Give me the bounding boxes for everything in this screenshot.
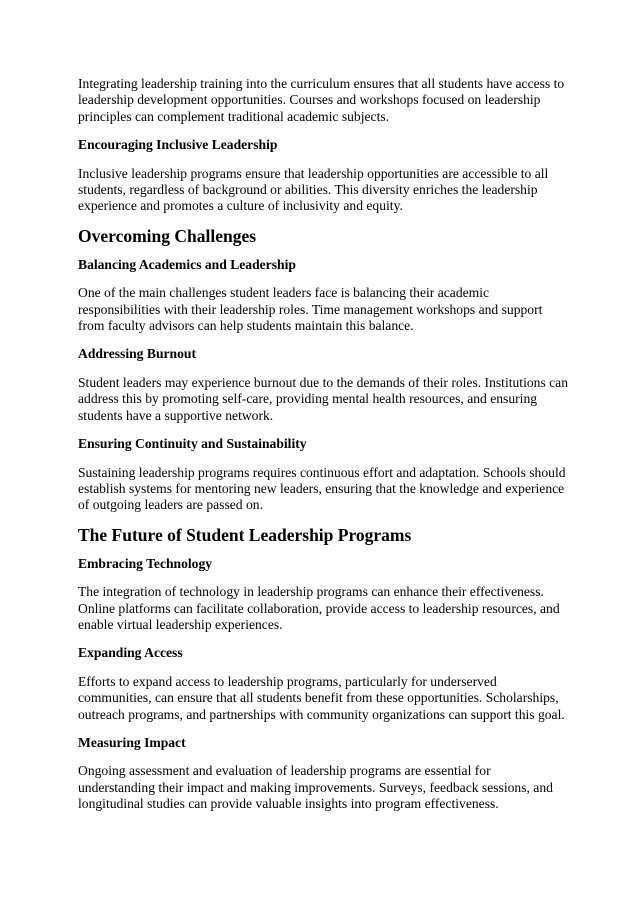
document-page (78, 76, 568, 813)
paragraph-inclusive-leadership: Inclusive leadership programs ensure that leadership opportunities are accessible to all students, regardless of background or abilities. This diversity enriches the leadership experience and promotes a culture of inclusivity and equity. (78, 165, 549, 214)
paragraph-measuring-impact: Ongoing assessment and evaluation of leadership programs are essential for understanding their impact and making improvements. Surveys, feedback sessions, and longitudinal studies can provide valuable insights into program effectiveness. (78, 763, 553, 812)
heading-continuity-sustainability: Ensuring Continuity and Sustainability (78, 436, 307, 452)
heading-measuring-impact: Measuring Impact (78, 734, 186, 750)
heading-future-programs: The Future of Student Leadership Programs (78, 524, 412, 545)
heading-encouraging-inclusive-leadership: Encouraging Inclusive Leadership (78, 137, 278, 153)
paragraph-expanding-access: Efforts to expand access to leadership programs, particularly for underserved communities, can ensure that all students benefit from these opportunities. Scholarships, outreach programs, and partnerships with community organizations can support this goal. (78, 673, 565, 722)
paragraph-embracing-technology: The integration of technology in leadership programs can enhance their effectiveness. Online platforms can facilitate collaboration, provide access to leadership resources, and enable virtual leadership experiences. (78, 584, 560, 632)
heading-overcoming-challenges: Overcoming Challenges (78, 225, 257, 246)
heading-expanding-access: Expanding Access (78, 645, 183, 661)
heading-balancing-academics: Balancing Academics and Leadership (78, 256, 296, 272)
paragraph-curriculum: Integrating leadership training into the curriculum ensures that all students have access to leadership development opportunities. Courses and workshops focused on leadership principles can complement traditional academic subjects. (78, 76, 565, 124)
paragraph-continuity-sustainability: Sustaining leadership programs requires continuous effort and adaptation. Schools should establish systems for mentoring new leaders, ensuring that the knowledge and experience of outgoing leaders are passed on. (78, 464, 566, 513)
paragraph-balancing-academics: One of the main challenges student leaders face is balancing their academic responsibilities with their leadership roles. Time management workshops and support from faculty advisors can help students maintain this balance. (78, 285, 543, 334)
heading-embracing-technology: Embracing Technology (78, 555, 213, 571)
heading-addressing-burnout: Addressing Burnout (78, 346, 196, 362)
paragraph-addressing-burnout: Student leaders may experience burnout due to the demands of their roles. Institutions can address this by promoting self-care, providing mental health resources, and ensuring students have a supportive network. (78, 374, 568, 423)
